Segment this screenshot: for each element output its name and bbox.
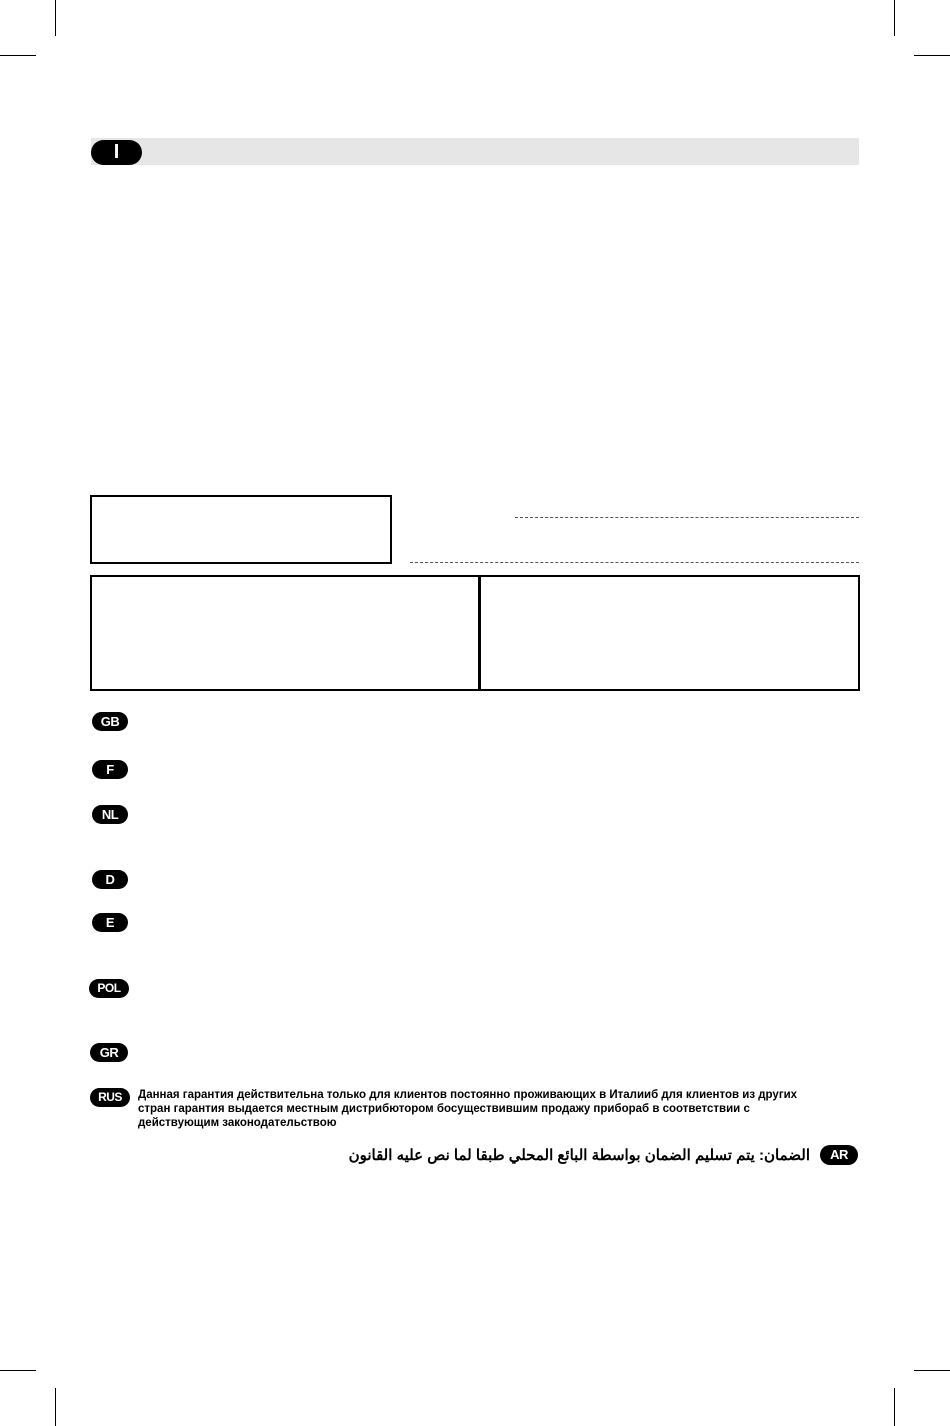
date-line: [410, 562, 859, 563]
language-badge-i: I: [91, 140, 142, 165]
text-line: стран гарантия выдается местным дистрибютором босуществившим продажу прибораб в соответствии с: [138, 1103, 750, 1115]
language-badge-f: F: [92, 760, 128, 779]
box-divider: [478, 576, 481, 690]
crop-mark: [0, 1370, 36, 1371]
text-line: действующим законодательствою: [138, 1117, 337, 1129]
signature-line: [515, 517, 859, 518]
crop-mark: [55, 1388, 56, 1426]
text-line: Данная гарантия действительна только для клиентов постоянно проживающих в Италииб для клиентов из других: [138, 1089, 798, 1101]
section-header-bar: [91, 138, 859, 165]
crop-mark: [894, 0, 895, 36]
language-badge-e: E: [92, 913, 128, 932]
language-badge-d: D: [92, 870, 128, 889]
language-badge-gb: GB: [92, 712, 128, 731]
crop-mark: [55, 0, 56, 36]
dealer-stamp-box: [90, 495, 392, 564]
warranty-text-arabic: الضمان: يتم تسليم الضمان بواسطة البائع المحلي طبقا لما نص عليه القانون: [348, 1147, 810, 1164]
crop-mark: [0, 55, 36, 56]
warranty-details-box: [90, 575, 860, 691]
language-badge-pol: POL: [89, 979, 129, 998]
language-badge-gr: GR: [90, 1043, 128, 1062]
language-badge-rus: RUS: [90, 1088, 130, 1107]
crop-mark: [914, 1370, 950, 1371]
language-badge-ar: AR: [820, 1145, 858, 1165]
crop-mark: [914, 55, 950, 56]
warranty-text-russian: [138, 1088, 858, 1130]
crop-mark: [894, 1388, 895, 1426]
language-badge-nl: NL: [92, 805, 128, 824]
